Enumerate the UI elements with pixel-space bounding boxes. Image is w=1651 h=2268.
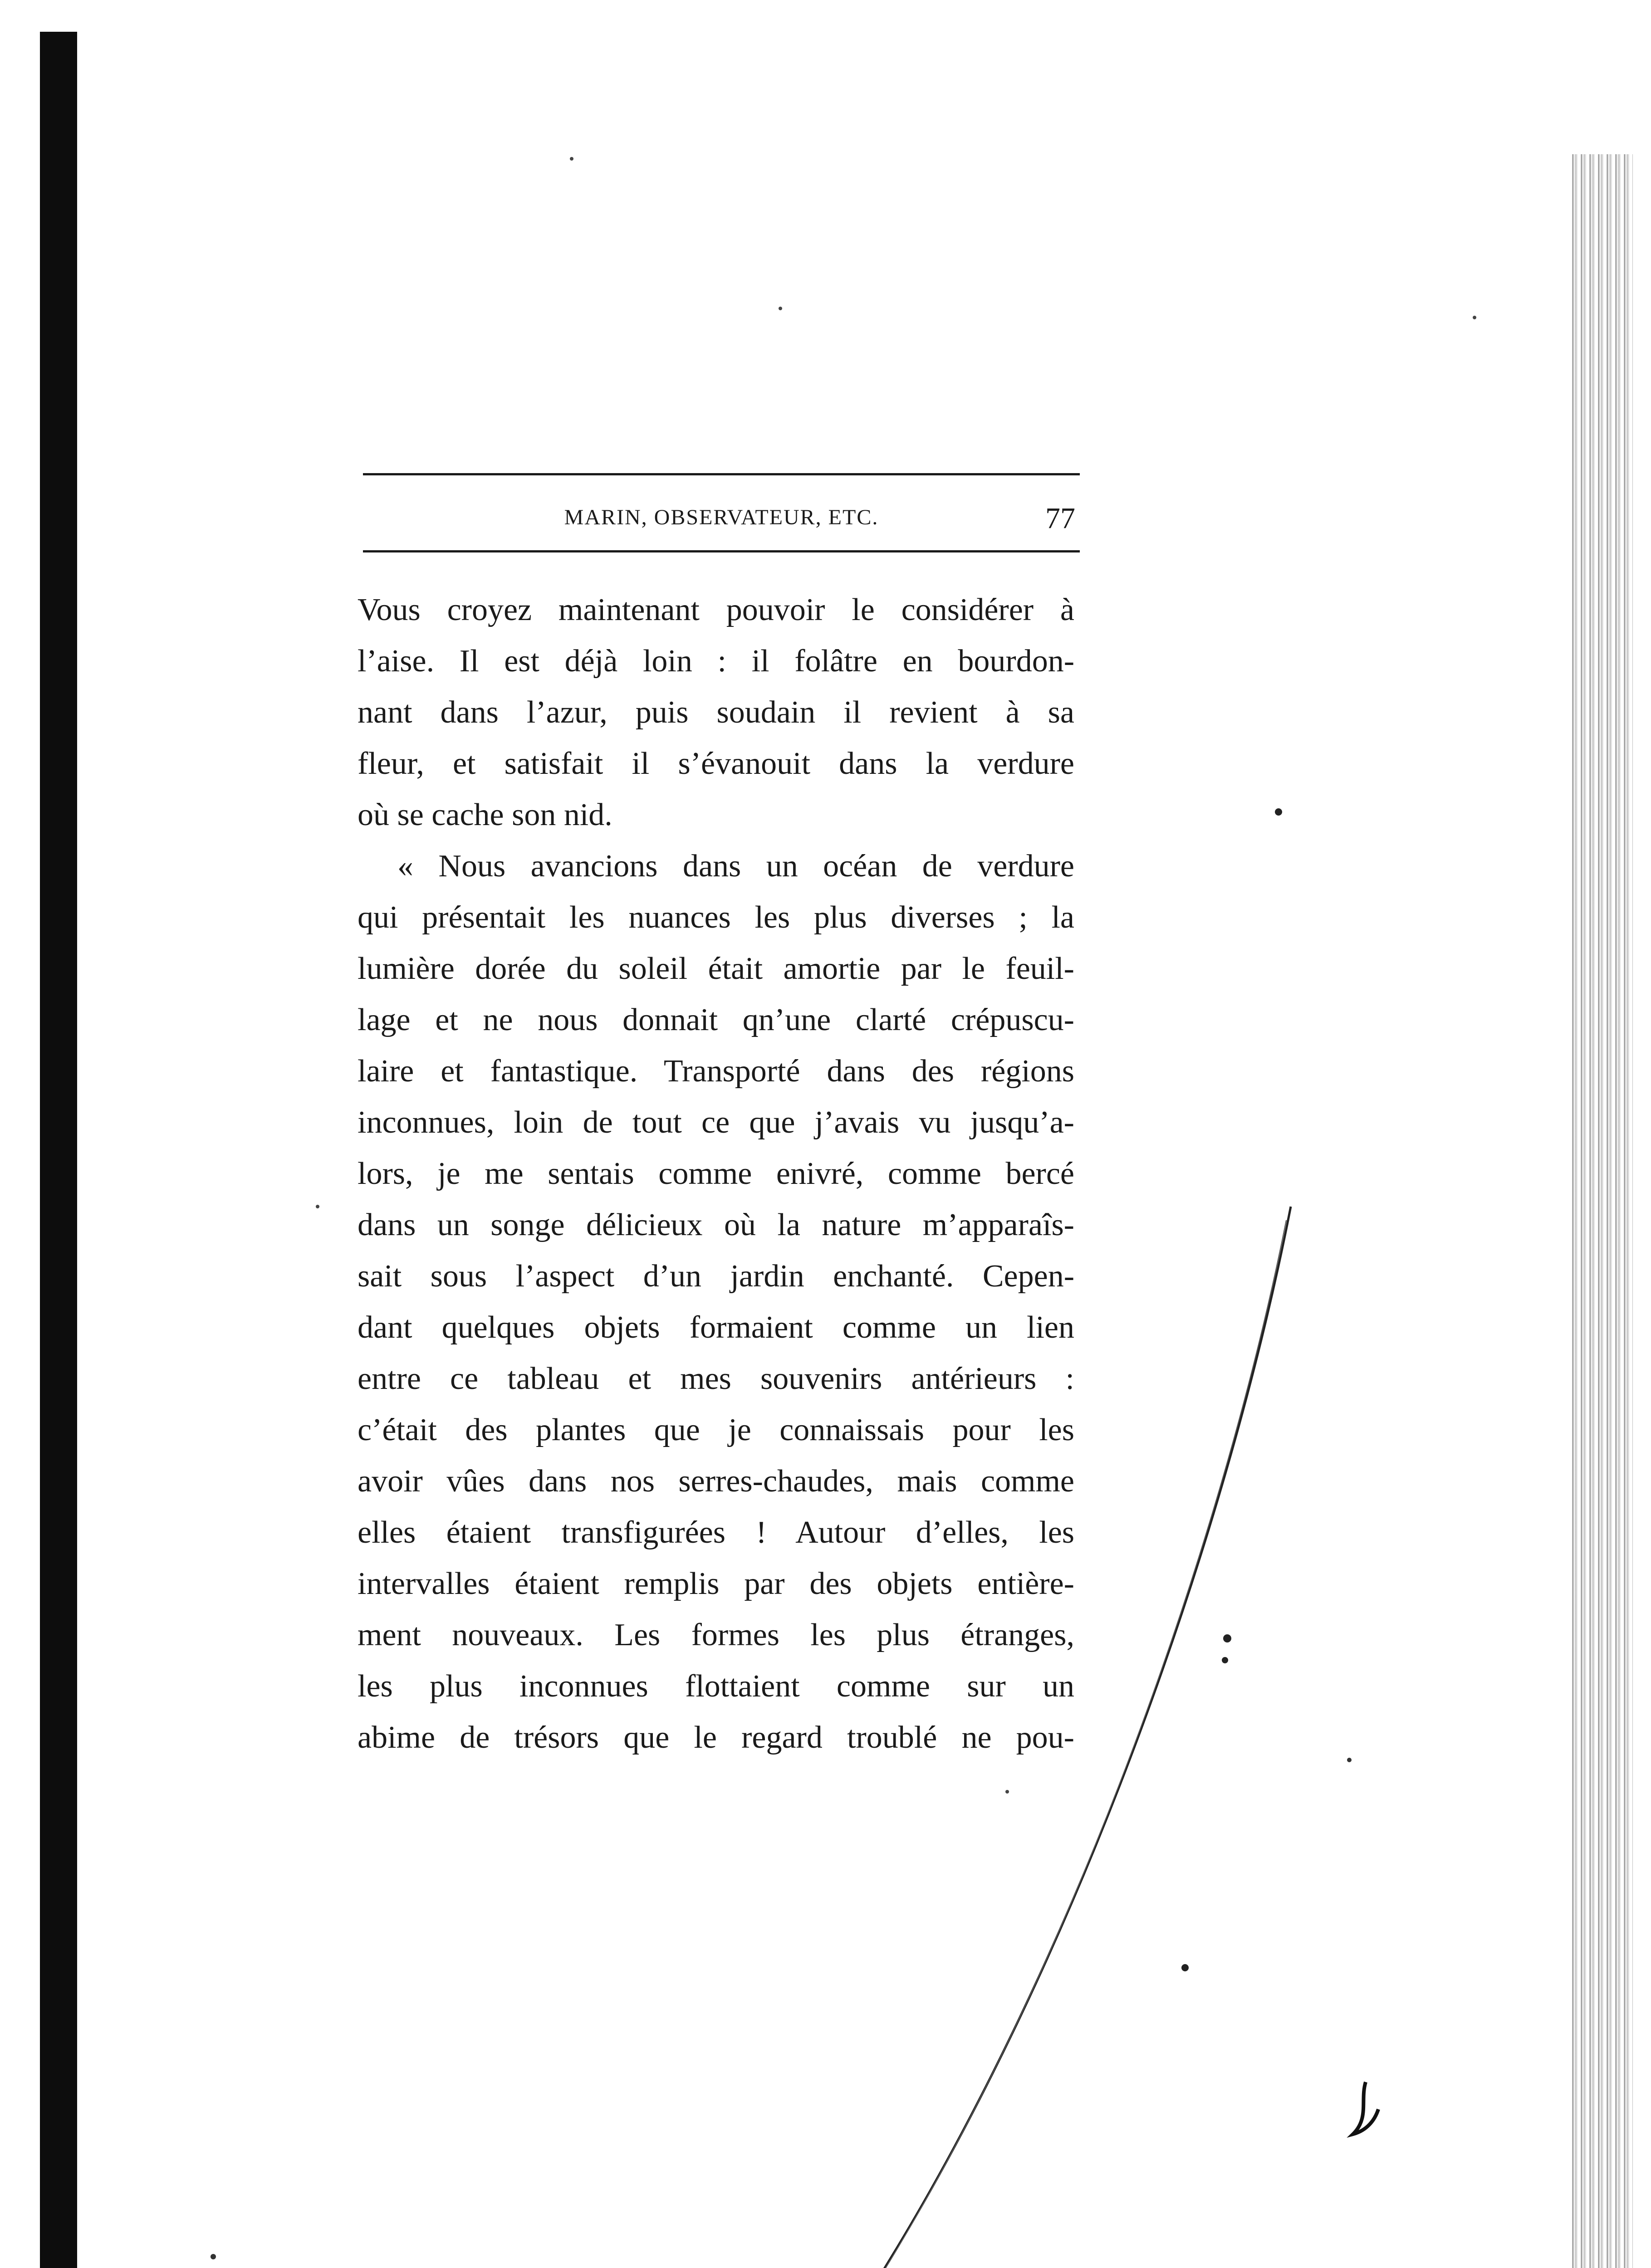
text-line: intervalles étaient remplis par des objets entière-: [358, 1566, 1074, 1601]
text-line: lors, je me sentais comme enivré, comme bercé: [358, 1156, 1074, 1191]
dust-speck: [1181, 1964, 1189, 1971]
text-line: l’aise. Il est déjà loin : il folâtre en bourdon-: [358, 644, 1074, 679]
text-line: dant quelques objets formaient comme un lien: [358, 1310, 1074, 1345]
text-line: entre ce tableau et mes souvenirs antérieurs :: [358, 1361, 1074, 1396]
text-line: les plus inconnues flottaient comme sur un: [358, 1669, 1074, 1704]
text-line: « Nous avancions dans un océan de verdure: [397, 849, 1074, 884]
page-number: 77: [1045, 502, 1075, 535]
text-line: lage et ne nous donnait qn’une clarté crépuscu-: [358, 1002, 1074, 1037]
scratch-mark: [1353, 2082, 1378, 2134]
dust-speck: [1275, 808, 1282, 816]
dust-speck: [779, 307, 782, 310]
scratch-line: [873, 1207, 1291, 2268]
dust-speck: [1347, 1758, 1352, 1762]
text-line: nant dans l’azur, puis soudain il revient à sa: [358, 695, 1074, 730]
text-line: qui présentait les nuances les plus diverses ; la: [358, 900, 1074, 935]
scratch-line: [869, 1220, 1286, 2268]
dust-speck: [1473, 316, 1476, 319]
text-line: ment nouveaux. Les formes les plus étranges,: [358, 1618, 1074, 1652]
text-line: lumière dorée du soleil était amortie par le feuil-: [358, 951, 1074, 986]
dust-speck: [1223, 1634, 1231, 1642]
text-line: fleur, et satisfait il s’évanouit dans la verdure: [358, 746, 1074, 781]
dust-speck: [316, 1205, 319, 1208]
text-line: Vous croyez maintenant pouvoir le considérer à: [358, 592, 1074, 627]
text-line: sait sous l’aspect d’un jardin enchanté. Cepen-: [358, 1259, 1074, 1294]
text-line: dans un songe délicieux où la nature m’apparaîs-: [358, 1207, 1074, 1242]
dust-speck: [211, 2254, 216, 2259]
text-line: laire et fantastique. Transporté dans des régions: [358, 1054, 1074, 1089]
text-line: inconnues, loin de tout ce que j’avais vu jusqu’a-: [358, 1105, 1074, 1140]
text-line: où se cache son nid.: [358, 797, 612, 832]
dust-speck: [1222, 1657, 1228, 1663]
running-title: MARIN, OBSERVATEUR, ETC.: [564, 505, 879, 529]
text-line: avoir vûes dans nos serres-chaudes, mais comme: [358, 1464, 1074, 1499]
text-line: elles étaient transfigurées ! Autour d’elles, les: [358, 1515, 1074, 1550]
text-line: c’était des plantes que je connaissais pour les: [358, 1413, 1074, 1447]
dust-speck: [1005, 1790, 1009, 1794]
dust-speck: [570, 157, 573, 161]
text-line: abime de trésors que le regard troublé ne pou-: [358, 1720, 1074, 1755]
